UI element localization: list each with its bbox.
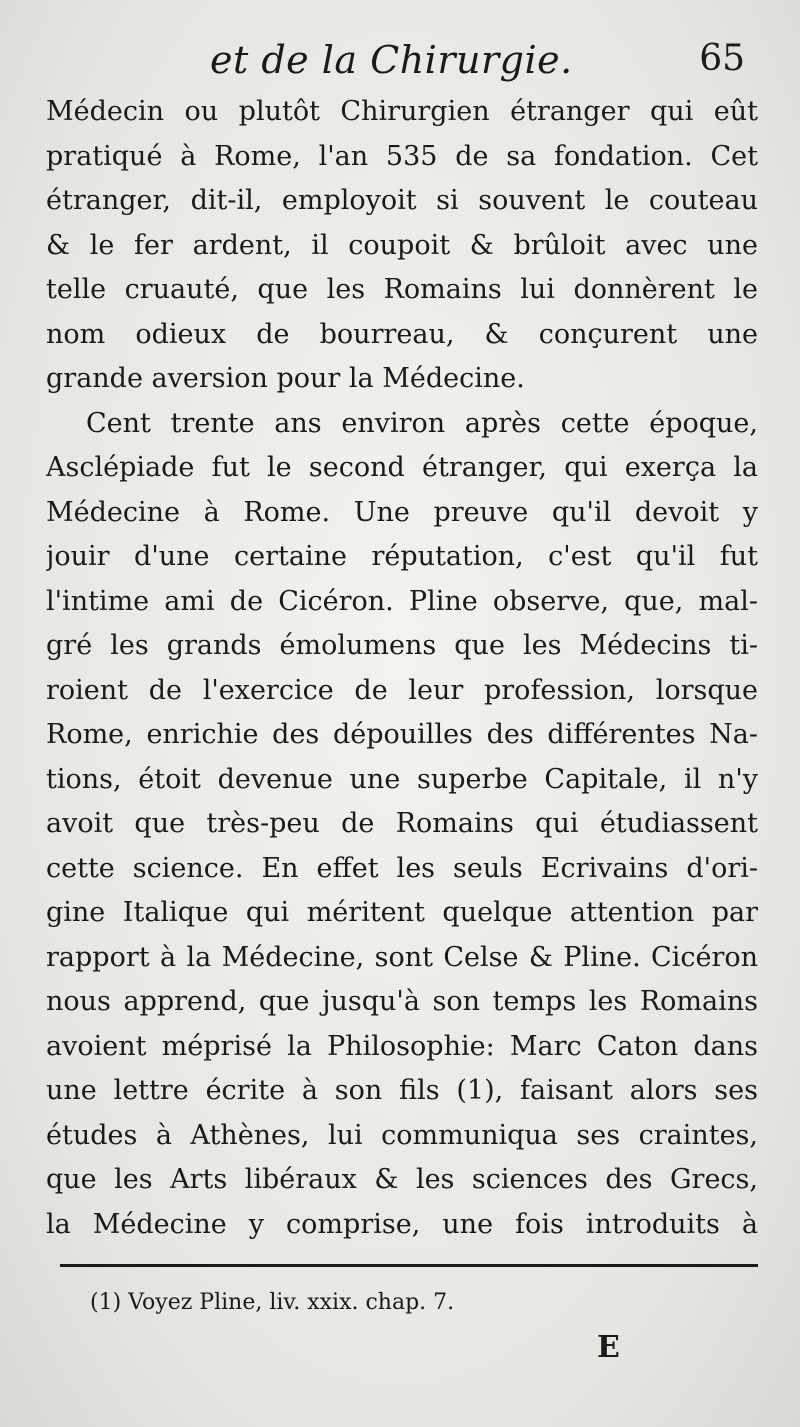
text-line: roient de l'exercice de leur profession, lorsque bbox=[46, 674, 758, 706]
text-line: cette science. En effet les seuls Ecrivains d'ori- bbox=[46, 852, 758, 884]
page-number: 65 bbox=[699, 38, 745, 79]
text-line: pratiqué à Rome, l'an 535 de sa fondation. Cet bbox=[46, 140, 758, 172]
text-line: nous apprend, que jusqu'à son temps les Romains bbox=[46, 986, 758, 1017]
footnote: (1) Voyez Pline, liv. xxix. chap. 7. bbox=[90, 1290, 455, 1315]
text-line: Médecine à Rome. Une preuve qu'il devoit y bbox=[46, 496, 758, 528]
text-line: Rome, enrichie des dépouilles des différentes Na- bbox=[46, 719, 758, 750]
text-line: l'intime ami de Cicéron. Pline observe, que, mal- bbox=[46, 585, 758, 617]
page-header bbox=[210, 38, 745, 88]
text-line: gré les grands émolumens que les Médecins ti- bbox=[46, 630, 758, 661]
text-line: la Médecine y comprise, une fois introduits à bbox=[46, 1208, 758, 1240]
text-line: avoient méprisé la Philosophie: Marc Caton dans bbox=[46, 1030, 758, 1062]
text-line: Médecin ou plutôt Chirurgien étranger qui eût bbox=[46, 96, 758, 127]
text-line: Asclépiade fut le second étranger, qui exerça la bbox=[46, 452, 758, 483]
text-line: tions, étoit devenue une superbe Capitale, il n'y bbox=[46, 763, 758, 795]
body-text bbox=[46, 90, 758, 1247]
text-line: étranger, dit-il, employoit si souvent le couteau bbox=[46, 185, 758, 216]
text-line: que les Arts libéraux & les sciences des Grecs, bbox=[46, 1164, 758, 1195]
text-line: grande aversion pour la Médecine. bbox=[46, 363, 525, 394]
text-line: jouir d'une certaine réputation, c'est qu'il fut bbox=[46, 541, 758, 572]
text-line: Cent trente ans environ après cette époque, bbox=[86, 407, 758, 439]
text-line: avoit que très-peu de Romains qui étudiassent bbox=[46, 808, 758, 839]
footnote-rule bbox=[60, 1264, 758, 1267]
text-line: études à Athènes, lui communiqua ses craintes, bbox=[46, 1119, 758, 1151]
text-line: telle cruauté, que les Romains lui donnèrent le bbox=[46, 274, 758, 305]
text-line: une lettre écrite à son fils (1), faisant alors ses bbox=[46, 1075, 758, 1106]
text-line: nom odieux de bourreau, & conçurent une bbox=[46, 318, 758, 350]
text-line: rapport à la Médecine, sont Celse & Pline. Cicéron bbox=[46, 941, 758, 973]
signature-mark: E bbox=[597, 1330, 620, 1365]
text-line: gine Italique qui méritent quelque attention par bbox=[46, 897, 758, 928]
running-title: et de la Chirurgie. bbox=[210, 38, 573, 82]
text-line: & le fer ardent, il coupoit & brûloit avec une bbox=[46, 229, 758, 261]
